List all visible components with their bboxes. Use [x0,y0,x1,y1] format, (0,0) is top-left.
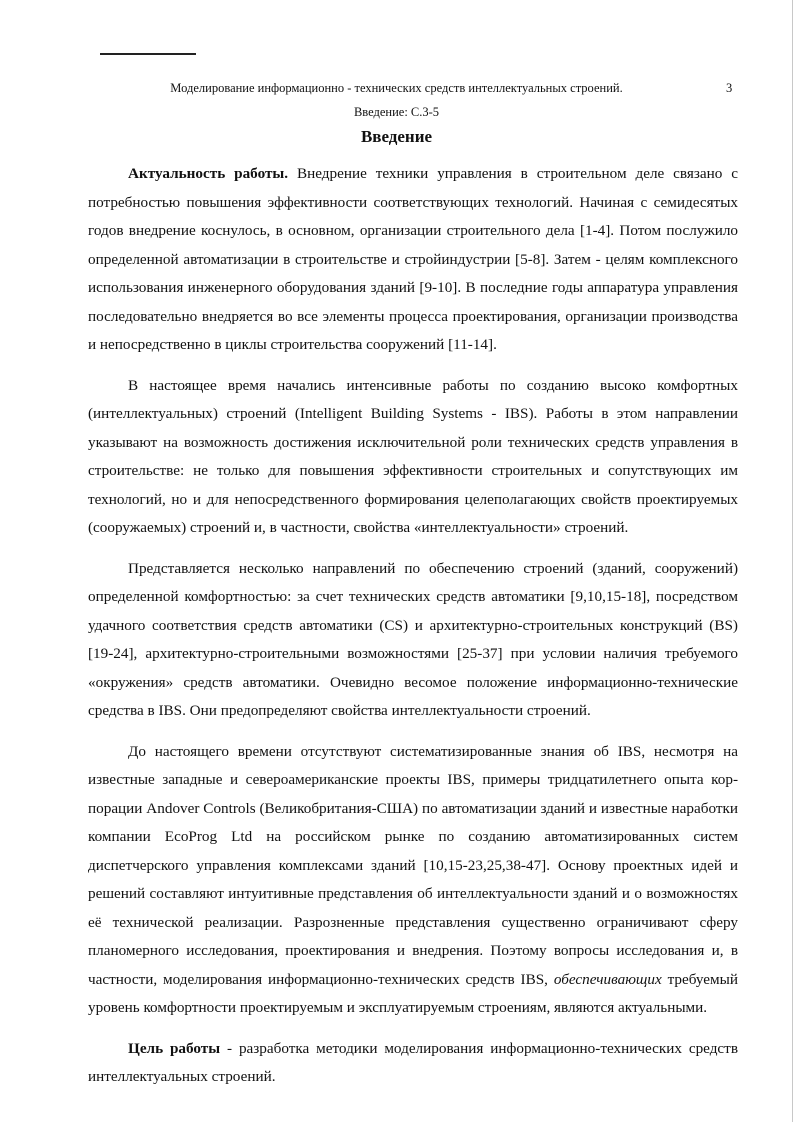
knowledge-gap-text-before: До настоящего времени отсутствуют систематизированные знания об IBS, несмотря на известные западные и североамериканские проекты IBS, примеры тридцатилетнего опыта корпорации Andover Controls (Великобритания-США) по автоматизации зданий и известные наработки компании EcoProg Ltd на российском рынке по созданию автоматизированных систем диспетчерского управления комплексами зданий [10,15-23,25,38-47]. Основу проектных идей и решений составляют интуитивные представления об интеллектуальности зданий и о возможностях её технической реализации. Разрозненные представления существенно ограничивают сферу планомерного исследования, проектирования и внедрения. Поэтому вопросы исследования и, в частности, моделирования информационно-технических средств IBS, [88,742,738,988]
paragraph-relevance [88,160,738,360]
paragraph-ibs-works [88,372,738,543]
knowledge-gap-text-after: требуемый уровень комфортности проектируемым и эксплуатируемым строениям, являются актуальными. [88,970,738,1016]
running-header: Моделирование информационно - технических средств интеллектуальных строений. [170,81,623,95]
body-text [88,160,738,1092]
comfort-directions-text: Представляется несколько направлений по обеспечению строений (зданий, сооружений) определенной комфортностью: за счет технических средств автоматики [9,10,15-18], посредством удачного соответствия средств автоматики (CS) и архитектурно-строительных конструкций (BS) [19-24], архитектурно-строительными возможностями [25-37] при условии наличия требуемого «окружения» средств автоматики. Очевидно весомое положение информационно-технические средства в IBS. Они предопределяют свойства интеллектуальности строений. [88,559,738,719]
section-title: Введение [360,127,433,146]
ibs-works-text: В настоящее время начались интенсивные работы по созданию высоко комфортных (интеллектуальных) строений (Intelligent Building Systems - IBS). Работы в этом направлении указывают на возможность достижения исключительной роли технических средств управления в строительстве: не только для повышения эффективности строительных и сопутствующих им технологий, но и для непосредственного формирования целеполагающих свойств проектируемых (сооружаемых) строений и, в частности, свойства «интеллектуальности» строений. [88,376,738,536]
paragraph-knowledge-gap [88,738,738,1023]
page-number: 3 [726,81,733,95]
paragraph-comfort-directions [88,555,738,726]
pages-reference: Введение: С.3-5 [353,105,440,119]
top-rule [100,53,196,55]
relevance-text: Внедрение техники управления в строительном деле связано с потребностью повышения эффективности соответствующих технологий. Начиная с семидесятых годов внедрение коснулось, в основном, организации строительного дела [1-4]. Потом послужило определенной автоматизации в строительстве и стройиндустрии [5-8]. Затем - целям комплексного использования инженерного оборудования зданий [9-10]. В последние годы аппаратура управления последовательно внедряется во все элементы процесса проектирования, организации производства и непосредственно в циклы строительства сооружений [11-14]. [88,165,738,353]
knowledge-gap-emphasis: обеспечивающих [553,970,662,988]
relevance-lead: Актуальность работы. [128,165,289,182]
goal-text: - разработка методики моделирования информационно-технических средств интеллектуальных строений. [88,1039,738,1085]
goal-lead: Цель работы [128,1039,221,1057]
paragraph-goal [88,1035,738,1092]
